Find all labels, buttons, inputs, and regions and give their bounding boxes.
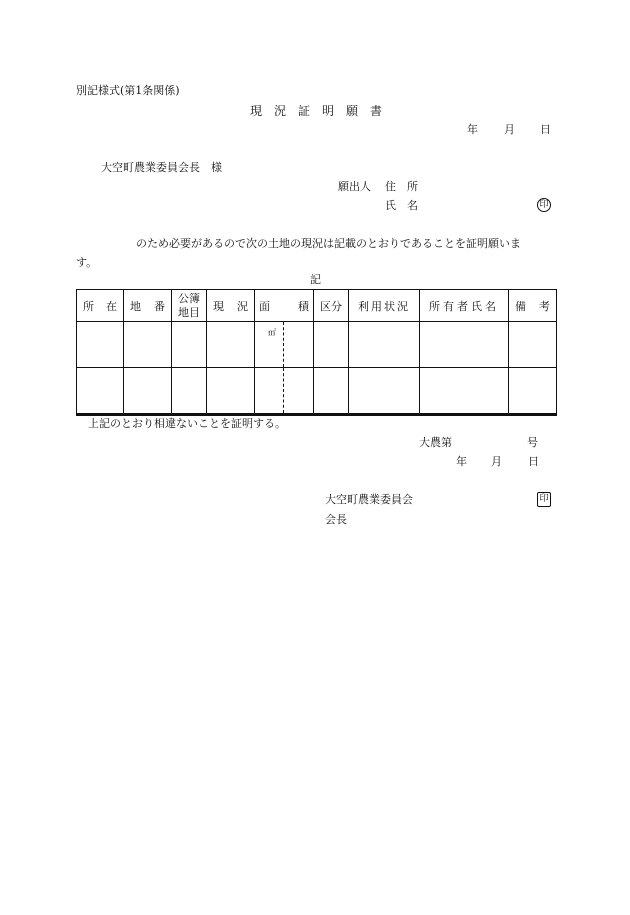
cell-registry[interactable] xyxy=(172,322,207,368)
form-note: 別記様式(第1条関係) xyxy=(76,84,180,97)
cell-category[interactable] xyxy=(314,368,349,415)
header-usage: 利用状況 xyxy=(349,290,420,322)
cell-category[interactable] xyxy=(314,322,349,368)
cert-date-day: 日 xyxy=(528,455,539,468)
cell-location[interactable] xyxy=(77,368,124,415)
purpose-text-cont: す。 xyxy=(76,256,98,269)
header-remarks: 備 考 xyxy=(509,290,557,322)
issuer-seal-icon: 印 xyxy=(537,492,551,507)
certification-statement: 上記のとおり相違ないことを証明する。 xyxy=(88,417,286,430)
cell-area[interactable] xyxy=(255,368,314,415)
header-registry: 公簿 地目 xyxy=(172,290,207,322)
area-unit-label: ㎡ xyxy=(268,328,276,337)
issuer-org: 大空町農業委員会 xyxy=(325,493,413,506)
number-suffix: 号 xyxy=(527,436,538,449)
date-top-month: 月 xyxy=(504,123,515,136)
cell-usage[interactable] xyxy=(349,368,420,415)
cert-date-year: 年 xyxy=(456,455,467,468)
cert-date-month: 月 xyxy=(491,455,502,468)
applicant-name-label: 氏 名 xyxy=(385,199,418,212)
header-owner: 所有者氏名 xyxy=(420,290,509,322)
land-table xyxy=(76,289,557,416)
addressee: 大空町農業委員会長 様 xyxy=(101,161,222,174)
cell-area[interactable] xyxy=(255,322,314,368)
date-top-day: 日 xyxy=(540,123,551,136)
cell-lot[interactable] xyxy=(124,322,172,368)
cell-registry[interactable] xyxy=(172,368,207,415)
applicant-seal-icon: 印 xyxy=(537,198,551,212)
header-current: 現 況 xyxy=(207,290,255,322)
table-row xyxy=(77,368,557,415)
cell-lot[interactable] xyxy=(124,368,172,415)
header-location: 所 在 xyxy=(77,290,124,322)
cell-current[interactable] xyxy=(207,368,255,415)
header-category: 区分 xyxy=(314,290,349,322)
table-row xyxy=(77,322,557,368)
cell-remarks[interactable] xyxy=(509,322,557,368)
table-header-row xyxy=(77,290,557,322)
record-heading: 記 xyxy=(310,273,321,286)
issuer-title: 会長 xyxy=(325,513,347,526)
cell-remarks[interactable] xyxy=(509,368,557,415)
header-lot: 地 番 xyxy=(124,290,172,322)
applicant-address-label: 住 所 xyxy=(385,180,418,193)
area-divider xyxy=(283,322,284,367)
cell-owner[interactable] xyxy=(420,322,509,368)
header-area: 面 積 xyxy=(255,290,314,322)
cell-owner[interactable] xyxy=(420,368,509,415)
form-title: 現 況 証 明 願 書 xyxy=(250,104,383,118)
date-top-year: 年 xyxy=(467,123,478,136)
applicant-label: 願出人 xyxy=(338,180,371,193)
area-divider xyxy=(283,368,284,413)
cell-usage[interactable] xyxy=(349,322,420,368)
purpose-text: のため必要があるので次の土地の現況は記載のとおりであることを証明願いま xyxy=(136,237,521,250)
number-prefix: 大農第 xyxy=(419,436,452,449)
cell-current[interactable] xyxy=(207,322,255,368)
cell-location[interactable] xyxy=(77,322,124,368)
